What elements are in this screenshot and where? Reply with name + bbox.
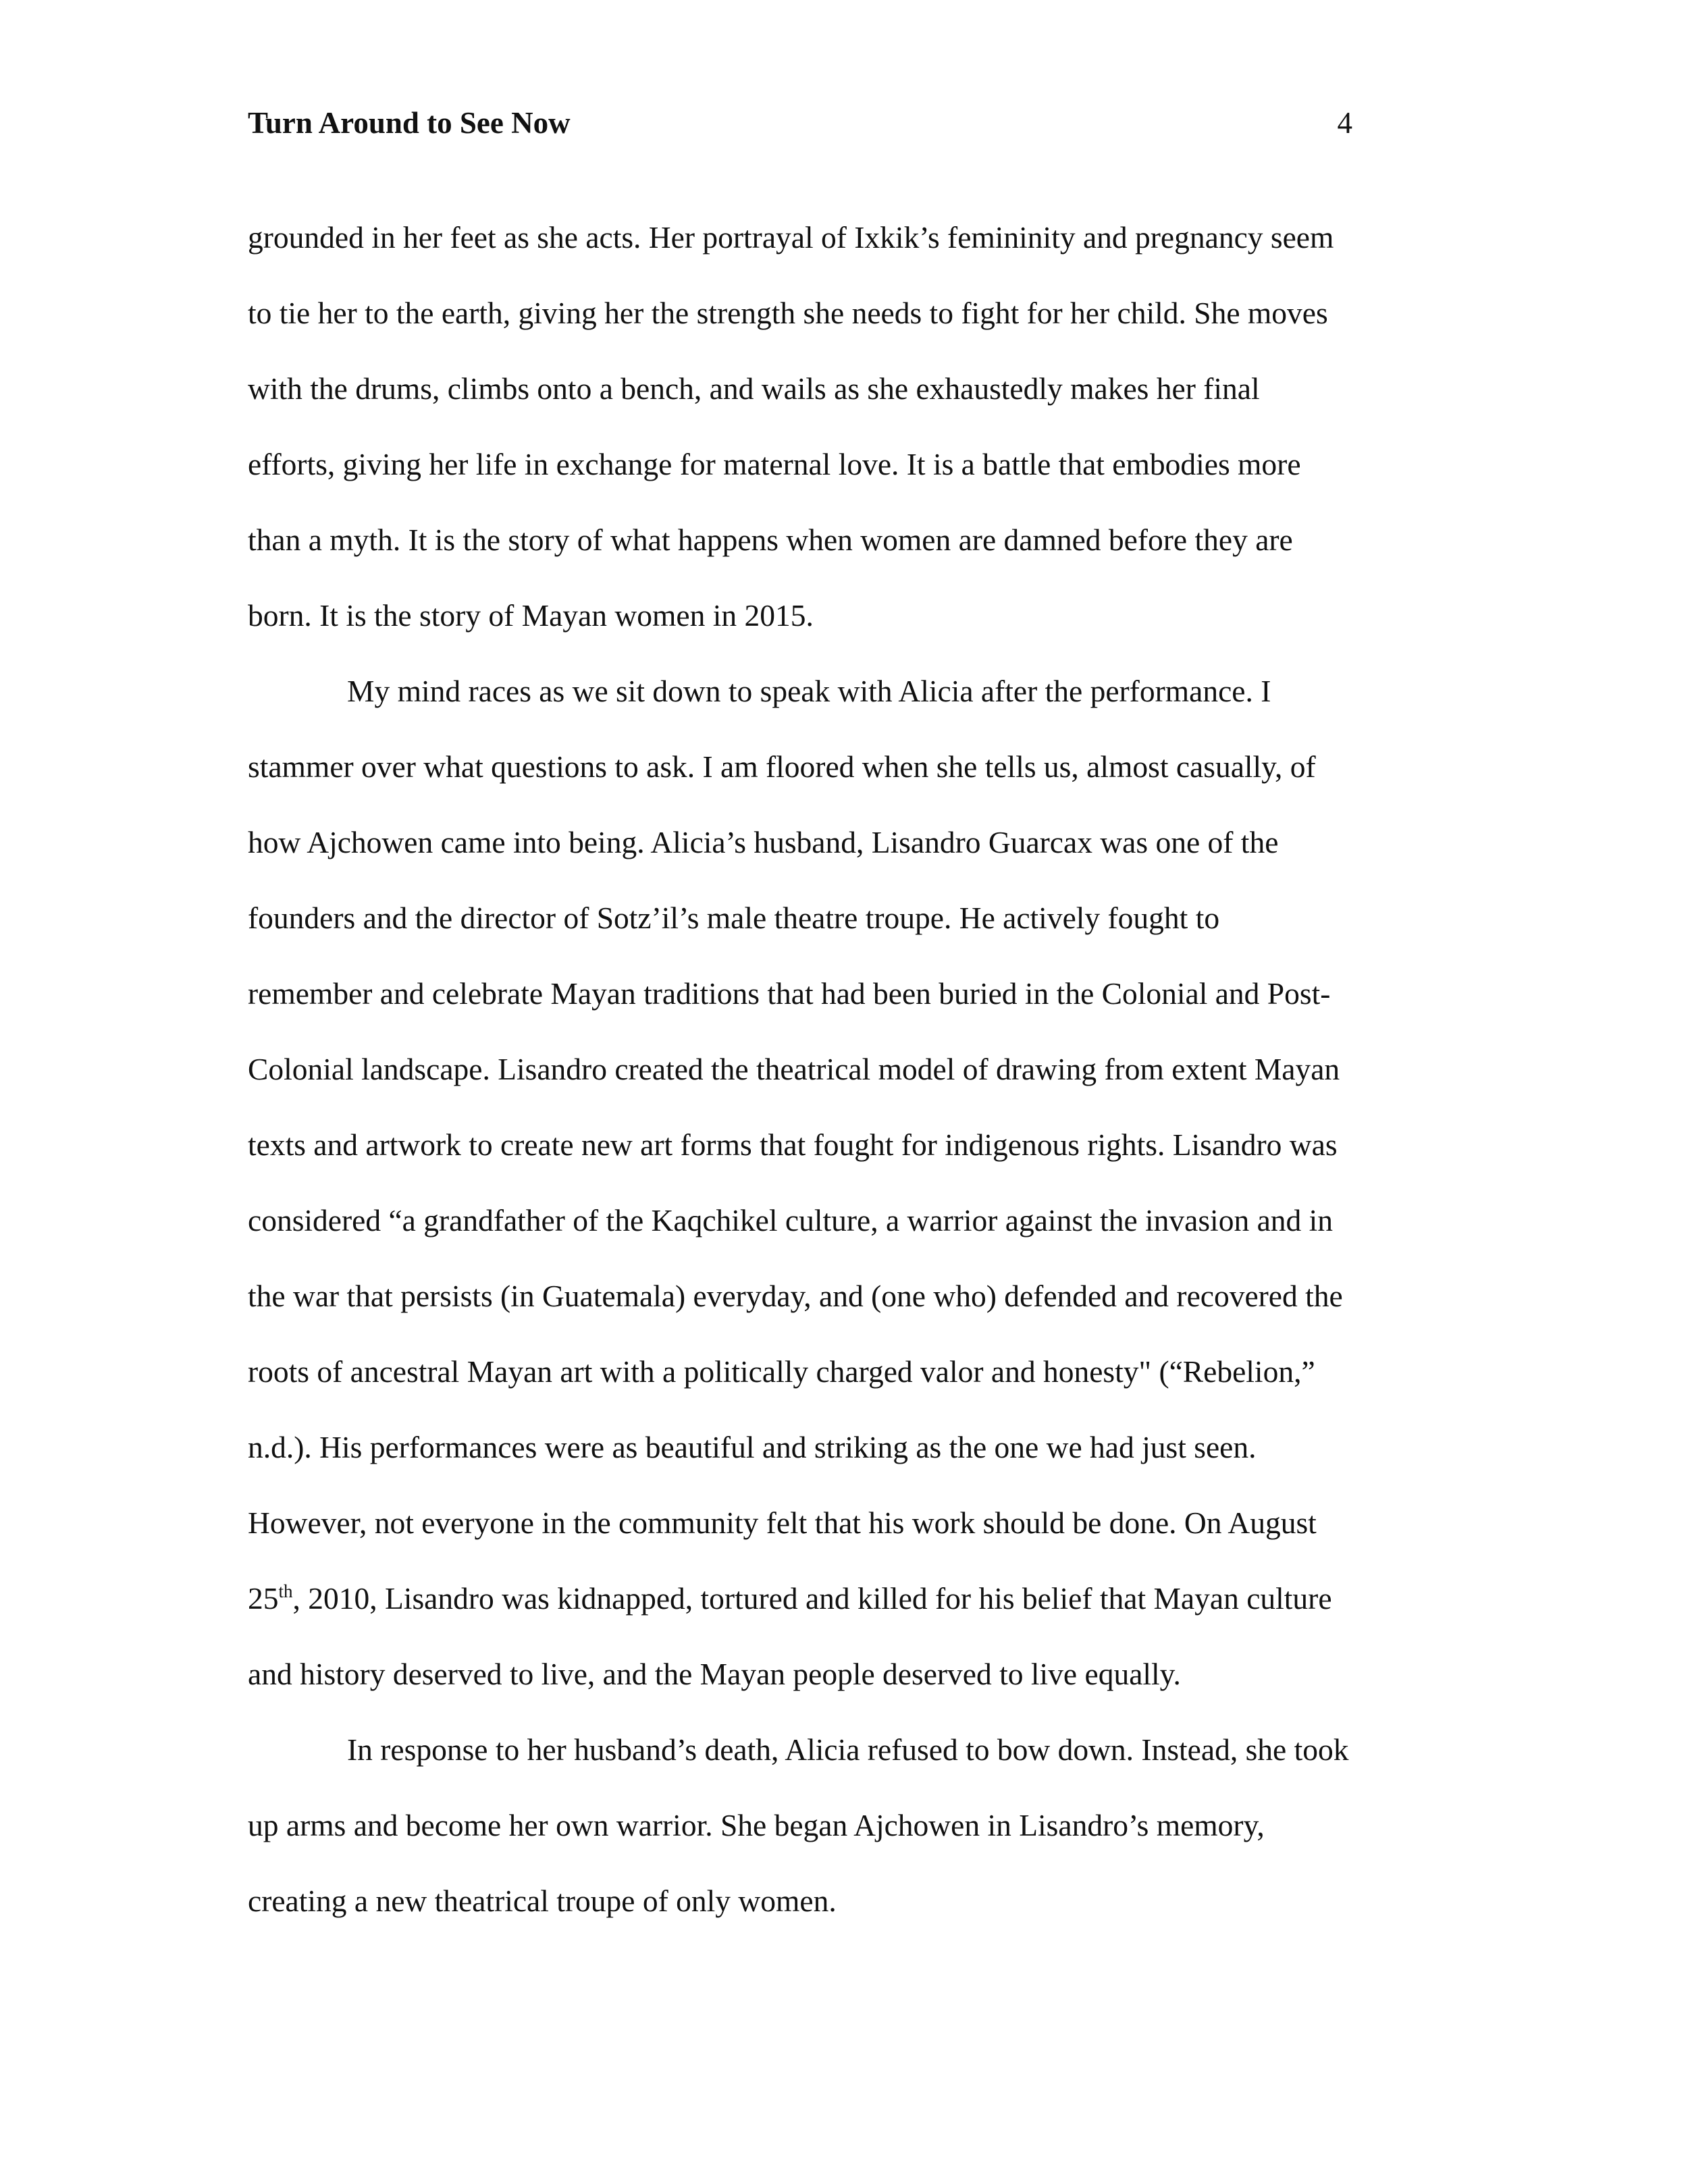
text-line: n.d.). His performances were as beautiful and striking as the one we had just seen. bbox=[248, 1430, 1257, 1464]
paragraph-2 bbox=[248, 671, 1436, 1730]
text-line: the war that persists (in Guatemala) everyday, and (one who) defended and recovered the bbox=[248, 1279, 1343, 1313]
date-rest: , 2010, Lisandro was kidnapped, tortured and killed for his belief that Mayan culture bbox=[292, 1581, 1332, 1616]
text-line: However, not everyone in the community felt that his work should be done. On August bbox=[248, 1506, 1317, 1540]
text-line: founders and the director of Sotz’il’s male theatre troupe. He actively fought to bbox=[248, 901, 1220, 935]
text-line: with the drums, climbs onto a bench, and wails as she exhaustedly makes her final bbox=[248, 371, 1260, 406]
text-line: roots of ancestral Mayan art with a politically charged valor and honesty" (“Rebelion,” bbox=[248, 1354, 1315, 1389]
text-line: considered “a grandfather of the Kaqchikel culture, a warrior against the invasion and in bbox=[248, 1203, 1334, 1237]
text-line: creating a new theatrical troupe of only women. bbox=[248, 1884, 837, 1918]
paragraph-1 bbox=[248, 217, 1436, 671]
paragraph-3 bbox=[248, 1730, 1436, 1956]
text-line: than a myth. It is the story of what happens when women are damned before they are bbox=[248, 523, 1293, 557]
text-line: and history deserved to live, and the Mayan people deserved to live equally. bbox=[248, 1657, 1181, 1691]
text-line: My mind races as we sit down to speak with Alicia after the performance. I bbox=[347, 674, 1271, 708]
text-line: remember and celebrate Mayan traditions that had been buried in the Colonial and Post- bbox=[248, 976, 1331, 1011]
text-line: stammer over what questions to ask. I am floored when she tells us, almost casually, of bbox=[248, 749, 1316, 784]
ordinal-suffix: th bbox=[278, 1581, 293, 1601]
running-head: Turn Around to See Now bbox=[248, 106, 571, 140]
text-line: up arms and become her own warrior. She began Ajchowen in Lisandro’s memory, bbox=[248, 1808, 1265, 1842]
text-line: In response to her husband’s death, Alicia refused to bow down. Instead, she took bbox=[347, 1732, 1349, 1767]
text-line: to tie her to the earth, giving her the strength she needs to fight for her child. She moves bbox=[248, 296, 1328, 330]
date-day: 25 bbox=[248, 1581, 279, 1616]
text-line: grounded in her feet as she acts. Her portrayal of Ixkik’s femininity and pregnancy seem bbox=[248, 220, 1334, 255]
text-line: how Ajchowen came into being. Alicia’s husband, Lisandro Guarcax was one of the bbox=[248, 825, 1279, 859]
text-line: texts and artwork to create new art forms that fought for indigenous rights. Lisandro was bbox=[248, 1127, 1338, 1162]
page-number: 4 bbox=[1337, 106, 1352, 140]
text-line bbox=[248, 1578, 1436, 1654]
page-header bbox=[248, 103, 1352, 143]
text-line: efforts, giving her life in exchange for maternal love. It is a battle that embodies more bbox=[248, 447, 1301, 481]
body-text bbox=[248, 217, 1436, 1956]
text-line: born. It is the story of Mayan women in 2015. bbox=[248, 598, 814, 633]
text-line: Colonial landscape. Lisandro created the theatrical model of drawing from extent Mayan bbox=[248, 1052, 1340, 1086]
